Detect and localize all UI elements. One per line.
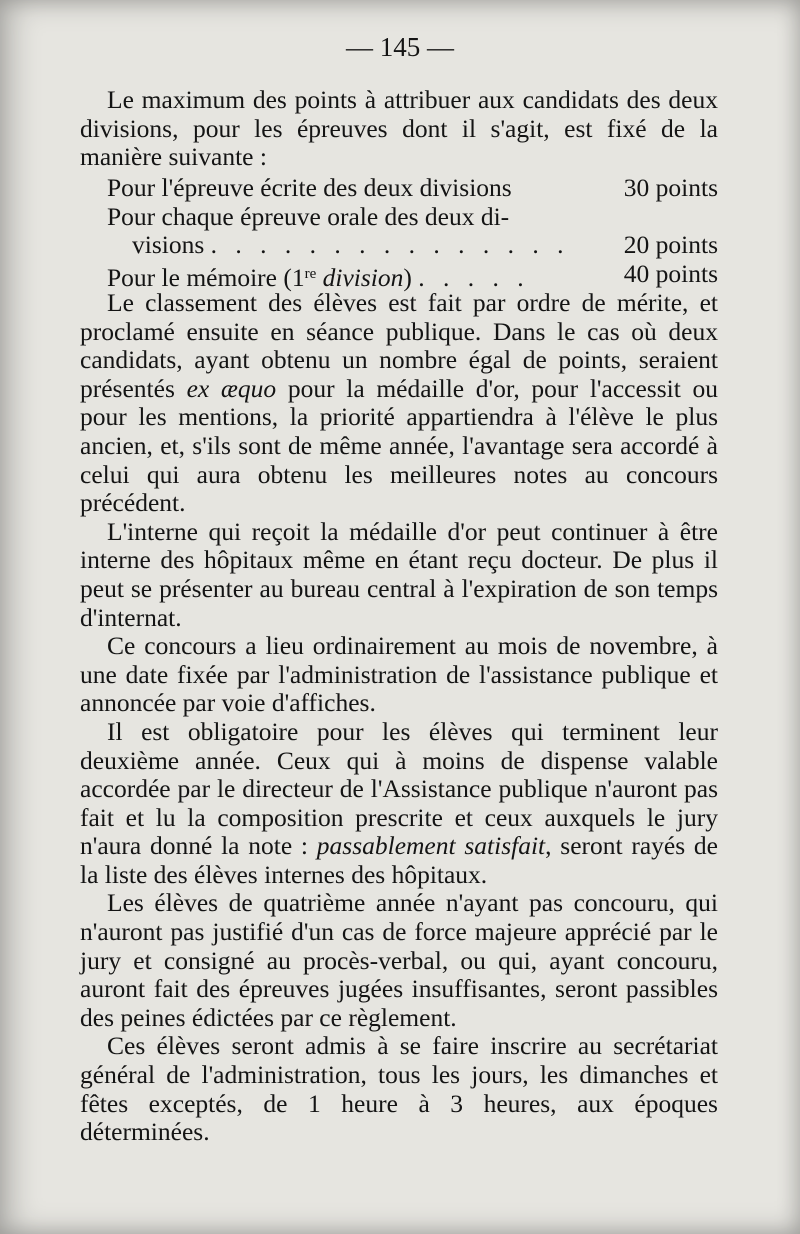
points-row-oral-value: 20 points [623,230,718,260]
p4-after: , seront rayés de la liste des élèves internes des hôpitaux. [80,831,718,889]
paragraph-obligatoire [80,718,718,890]
points-row-memoir-dots: . . . . . [418,262,530,292]
intro-paragraph: Le maximum des points à attribuer aux candidats des deux divisions, pour les épreuves dont il s'agit, est fixé de la manière suivante : [80,85,718,172]
p1-ex-aequo: ex æquo [186,373,277,403]
memoir-sup: re [304,265,317,282]
points-row-oral [80,203,718,232]
points-table [80,173,718,292]
memoir-sup-number: 1 [291,262,305,292]
points-row-written-label: Pour l'épreuve écrite des deux divisions [107,173,512,202]
paragraph-inscription: Ces élèves seront admis à se faire inscrire au secrétariat général de l'administration, tous les jours, les dimanches et fêtes exceptés, de 1 heure à 3 heures, aux époques déterminées. [80,1031,718,1147]
memoir-division: division [322,262,404,292]
points-row-oral-cont [80,231,718,260]
points-row-written [80,174,718,203]
points-row-written-value: 30 points [623,173,718,202]
memoir-label-start: Pour le mémoire ( [107,262,292,292]
p4-before: Il est obligatoire pour les élèves qui terminent leur deuxième année. Ceux qui à moins de dispense valable accordée par le directeur de l'Assistance publique n'auront pas fait et lu la composition prescrite et ceux auxquels le jury n'aura donné la note : [80,716,718,861]
memoir-close: ) [403,262,412,292]
p1-after: pour la médaille d'or, pour l'accessit ou pour les mentions, la priorité appartiendra à l'élève le plus ancien, et, s'ils sont de même année, l'avantage sera accordé à celui qui aura obtenu les meilleures notes au concours précédent. [80,373,718,518]
points-row-oral-dots: . . . . . . . . . . . . . . . [210,230,570,260]
p4-passablement: passablement satisfait [316,831,546,861]
p1-before: Le classement des élèves est fait par ordre de mérite, et proclamé ensuite en séance publique. Dans le cas où deux candidats, ayant obtenu un nombre égal de points, seraient présentés [80,288,718,403]
page-number: — 145 — [346,32,454,62]
paragraph-concours: Ce concours a lieu ordinairement au mois de novembre, à une date fixée par l'administration de l'assistance publique et annoncée par voie d'affiches. [80,631,718,718]
paragraph-interne: L'interne qui reçoit la médaille d'or peut continuer à être interne des hôpitaux même en étant reçu docteur. De plus il peut se présenter au bureau central à l'expiration de son temps d'internat. [80,516,718,632]
intro-block [80,86,718,172]
points-row-oral-label-word: visions [132,230,205,260]
paragraph-classement [80,289,718,518]
points-row-oral-label: Pour chaque épreuve orale des deux di- [107,201,510,231]
paragraph-quatrieme-annee: Les élèves de quatrième année n'ayant pas concouru, qui n'auront pas justifié d'un cas de force majeure apprécié par le jury et consigné au procès-verbal, ou qui, ayant concouru, auront fait des épreuves jugées insuffisantes, seront passibles des peines édictées par ce règlement. [80,888,718,1032]
points-row-oral-label-cont [132,231,570,260]
points-row-memoir [80,258,718,292]
points-row-memoir-value: 40 points [623,258,718,288]
body-text [80,289,718,1147]
